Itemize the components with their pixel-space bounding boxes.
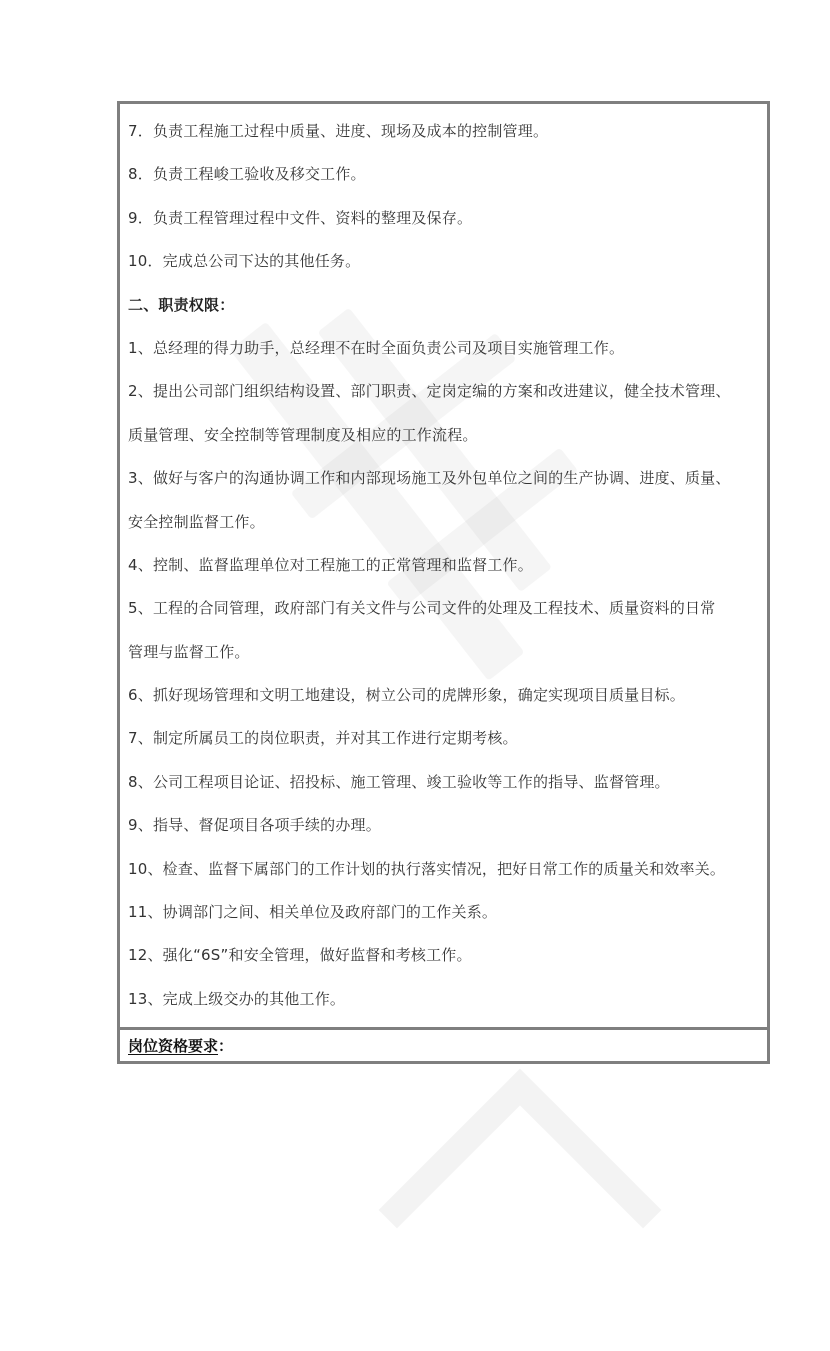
authority-item-continuation: 安全控制监督工作。 xyxy=(128,512,265,531)
job-description-table xyxy=(117,101,770,1064)
duty-item: 8．负责工程峻工验收及移交工作。 xyxy=(128,165,366,184)
duty-item: 9．负责工程管理过程中文件、资料的整理及保存。 xyxy=(128,208,473,227)
watermark-bottom xyxy=(379,1069,662,1351)
authority-item: 11、协调部门之间、相关单位及政府部门的工作关系。 xyxy=(128,903,498,922)
duty-item: 10．完成总公司下达的其他任务。 xyxy=(128,252,361,271)
authority-item-continuation: 管理与监督工作。 xyxy=(128,642,250,661)
section-heading-authority: 二、职责权限： xyxy=(128,295,235,314)
authority-item: 4、控制、监督监理单位对工程施工的正常管理和监督工作。 xyxy=(128,555,533,574)
authority-item: 2、提出公司部门组织结构设置、部门职责、定岗定编的方案和改进建议，健全技术管理、 xyxy=(128,382,731,401)
authority-item: 8、公司工程项目论证、招投标、施工管理、竣工验收等工作的指导、监督管理。 xyxy=(128,772,670,791)
authority-item: 12、强化“6S”和安全管理，做好监督和考核工作。 xyxy=(128,946,472,965)
authority-item-continuation: 质量管理、安全控制等管理制度及相应的工作流程。 xyxy=(128,425,478,444)
responsibilities-cell xyxy=(120,104,767,1027)
authority-item: 5、工程的合同管理，政府部门有关文件与公司文件的处理及工程技术、质量资料的日常 xyxy=(128,599,716,618)
authority-item: 7、制定所属员工的岗位职责，并对其工作进行定期考核。 xyxy=(128,729,518,748)
authority-item: 3、做好与客户的沟通协调工作和内部现场施工及外包单位之间的生产协调、进度、质量、 xyxy=(128,469,731,488)
authority-item: 10、检查、监督下属部门的工作计划的执行落实情况，把好日常工作的质量关和效率关。 xyxy=(128,859,726,878)
authority-item: 13、完成上级交办的其他工作。 xyxy=(128,989,346,1008)
authority-item: 6、抓好现场管理和文明工地建设，树立公司的虎牌形象，确定实现项目质量目标。 xyxy=(128,686,685,705)
authority-item: 9、指导、督促项目各项手续的办理。 xyxy=(128,816,381,835)
qualification-requirements-cell xyxy=(120,1027,767,1061)
qualification-colon: ： xyxy=(218,1037,234,1056)
qualification-requirements-label: 岗位资格要求 xyxy=(128,1037,219,1056)
authority-item: 1、总经理的得力助手，总经理不在时全面负责公司及项目实施管理工作。 xyxy=(128,338,625,357)
duty-item: 7．负责工程施工过程中质量、进度、现场及成本的控制管理。 xyxy=(128,122,549,140)
